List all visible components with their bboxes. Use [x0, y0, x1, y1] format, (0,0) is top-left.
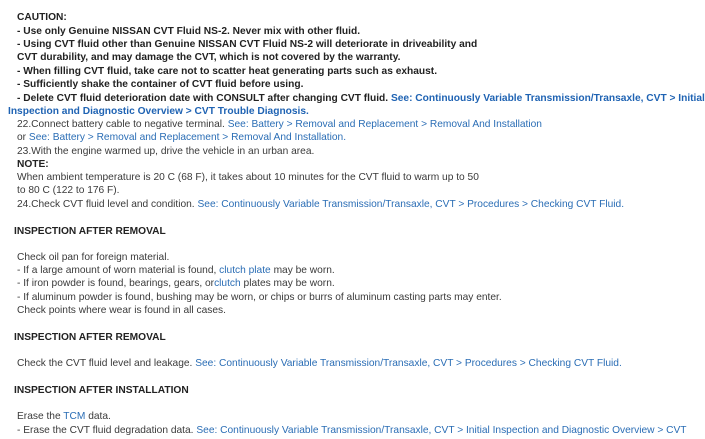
- clutch-link[interactable]: clutch: [214, 278, 241, 289]
- step-22-alt: [17, 131, 346, 144]
- note-line: When ambient temperature is 20 C (68 F), it takes about 10 minutes for the CVT fluid to warm up to 50: [17, 172, 479, 183]
- caution-title: CAUTION:: [17, 12, 67, 23]
- tcm-link[interactable]: TCM: [63, 411, 86, 422]
- text-segment: plates may be worn.: [243, 278, 335, 289]
- checking-cvt-fluid-link[interactable]: See: Continuously Variable Transmission/Transaxle, CVT > Procedures > Checking CVT Fluid.: [195, 358, 622, 369]
- or-text: or: [17, 132, 27, 143]
- step-22: [17, 118, 542, 131]
- checking-cvt-fluid-link[interactable]: See: Continuously Variable Transmission/Transaxle, CVT > Procedures > Checking CVT Fluid.: [197, 199, 625, 210]
- section1-line: [17, 277, 335, 290]
- step-24-text: 24.Check CVT fluid level and condition.: [17, 199, 195, 210]
- section1-line: - If aluminum powder is found, bushing may be worn, or chips or burrs of aluminum casting parts may enter.: [17, 292, 502, 303]
- text-segment: data.: [88, 411, 111, 422]
- caution-item: - Sufficiently shake the container of CVT fluid before using.: [17, 79, 304, 90]
- section3-line: [17, 410, 111, 423]
- section-heading: INSPECTION AFTER INSTALLATION: [14, 385, 189, 396]
- caution-last-item: [17, 92, 705, 105]
- text-segment: - Erase the CVT fluid degradation data.: [17, 425, 194, 436]
- text-segment: may be worn.: [273, 265, 335, 276]
- caution-last-text: - Delete CVT fluid deterioration date with CONSULT after changing CVT fluid.: [17, 93, 389, 104]
- step-22-text: 22.Connect battery cable to negative terminal.: [17, 119, 225, 130]
- text-segment: Erase the: [17, 411, 61, 422]
- caution-item: - Using CVT fluid other than Genuine NISSAN CVT Fluid NS-2 will deteriorate in driveability and: [17, 39, 478, 50]
- section1-line: [17, 264, 335, 277]
- section3-line: [17, 424, 687, 437]
- clutch-plate-link[interactable]: clutch plate: [219, 265, 271, 276]
- step-23: 23.With the engine warmed up, drive the vehicle in an urban area.: [17, 146, 315, 157]
- note-title: NOTE:: [17, 159, 49, 170]
- battery-removal-link-alt[interactable]: See: Battery > Removal and Replacement > Removal And Installation.: [28, 132, 347, 143]
- section1-line: Check oil pan for foreign material.: [17, 252, 170, 263]
- caution-item: - Use only Genuine NISSAN CVT Fluid NS-2. Never mix with other fluid.: [17, 26, 361, 37]
- note-line: to 80 C (122 to 176 F).: [17, 185, 120, 196]
- text-segment: - If iron powder is found, bearings, gears, or: [17, 278, 215, 289]
- cvt-trouble-diagnosis-link[interactable]: See: Continuously Variable Transmission/Transaxle, CVT > Initial: [390, 93, 705, 104]
- text-segment: - If a large amount of worn material is found,: [17, 265, 217, 276]
- section1-line: Check points where wear is found in all cases.: [17, 305, 226, 316]
- section2-line: [17, 357, 622, 370]
- step-24: [17, 198, 624, 211]
- text-segment: Check the CVT fluid level and leakage.: [17, 358, 193, 369]
- section-heading: INSPECTION AFTER REMOVAL: [14, 332, 166, 343]
- battery-removal-link[interactable]: See: Battery > Removal and Replacement > Removal And Installation: [227, 119, 542, 130]
- caution-item: CVT durability, and may damage the CVT, which is not covered by the warranty.: [17, 52, 401, 63]
- section-heading: INSPECTION AFTER REMOVAL: [14, 226, 166, 237]
- caution-item: - When filling CVT fluid, take care not to scatter heat generating parts such as exhaust.: [17, 66, 438, 77]
- cvt-initial-inspection-link[interactable]: See: Continuously Variable Transmission/Transaxle, CVT > Initial Inspection and Diagnostic Overview > CVT: [196, 425, 687, 436]
- cvt-trouble-diagnosis-link-cont[interactable]: Inspection and Diagnostic Overview > CVT Trouble Diagnosis.: [8, 106, 309, 117]
